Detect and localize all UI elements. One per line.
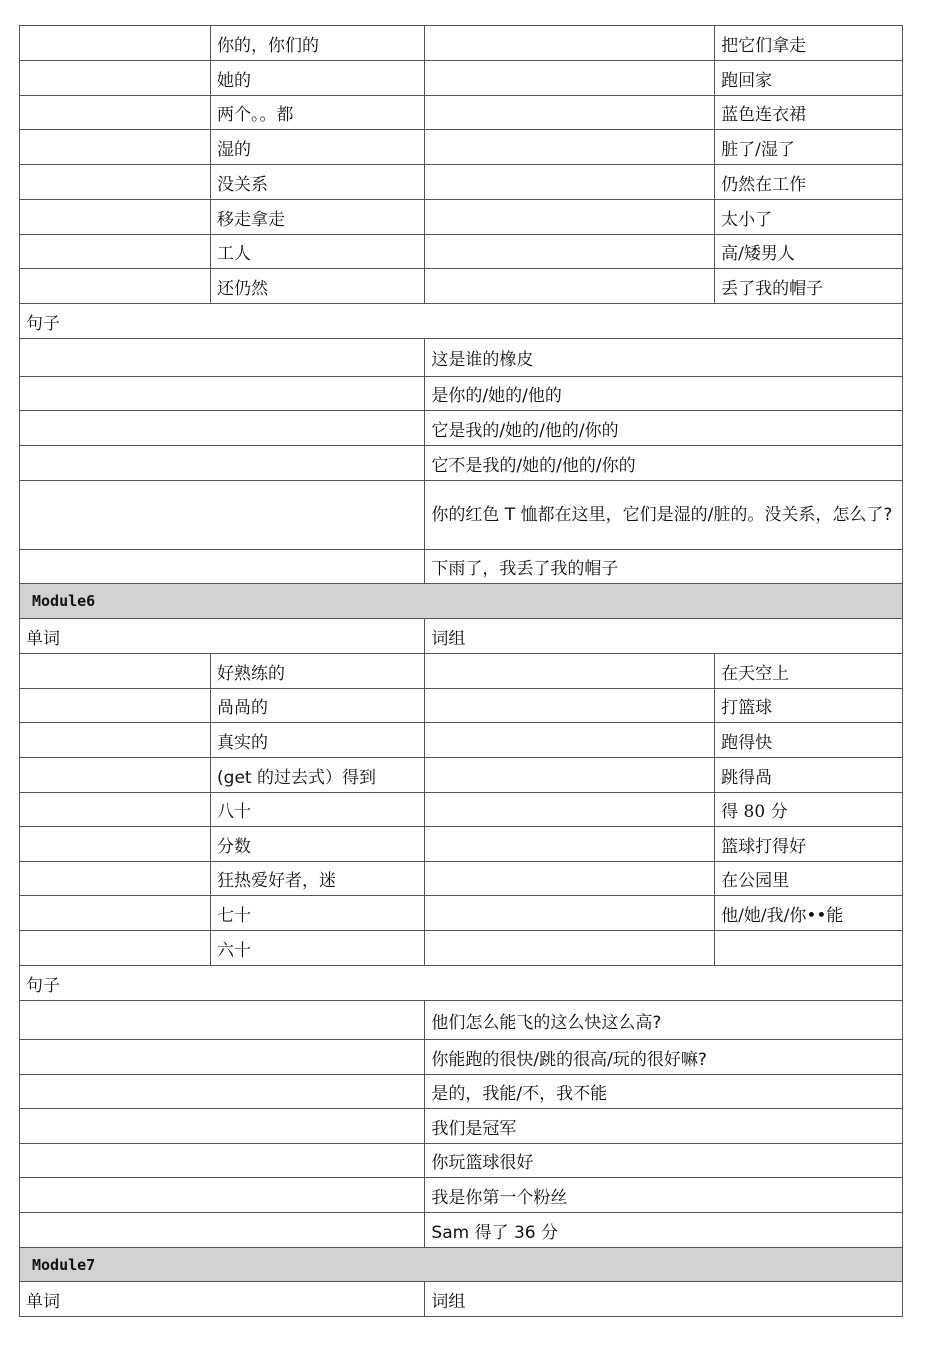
phrase-cell: 蓝色连衣裙: [715, 96, 903, 130]
word-cell: 你的，你们的: [211, 26, 425, 61]
table-row: [20, 269, 903, 304]
table-row: [20, 1144, 903, 1178]
words-header: 单词: [20, 1282, 425, 1317]
phrase-cell: 得 80 分: [715, 793, 903, 827]
table-row: [20, 165, 903, 200]
phrases-header: 词组: [425, 1282, 903, 1317]
word-cell: 还仍然: [211, 269, 425, 304]
sentence-cell: 他们怎么能飞的这么快这么高?: [425, 1001, 903, 1040]
sentences-heading: 句子: [20, 966, 903, 1001]
phrase-cell: 高/矮男人: [715, 235, 903, 269]
word-cell: 工人: [211, 235, 425, 269]
module-header-row: [20, 584, 903, 619]
phrase-cell: 仍然在工作: [715, 165, 903, 200]
sentence-cell: Sam 得了 36 分: [425, 1213, 903, 1248]
sentence-cell: 你的红色 T 恤都在这里，它们是湿的/脏的。没关系，怎么了?: [425, 481, 903, 550]
word-cell: 六十: [211, 931, 425, 966]
sentence-cell: 我是你第一个粉丝: [425, 1178, 903, 1213]
word-cell: 七十: [211, 896, 425, 931]
section-header-row: [20, 966, 903, 1001]
table-row: [20, 862, 903, 896]
table-row: [20, 758, 903, 793]
word-cell: 真实的: [211, 723, 425, 758]
sentence-cell: 它是我的/她的/他的/你的: [425, 411, 903, 446]
phrase-cell: 跑得快: [715, 723, 903, 758]
phrase-cell: 跑回家: [715, 61, 903, 96]
column-header-row: [20, 1282, 903, 1317]
word-cell: 没关系: [211, 165, 425, 200]
word-cell: 她的: [211, 61, 425, 96]
sentence-cell: 你能跑的很快/跳的很高/玩的很好嘛?: [425, 1040, 903, 1075]
table-row: [20, 1213, 903, 1248]
table-row: [20, 235, 903, 269]
word-cell: 咼咼的: [211, 689, 425, 723]
table-row: [20, 1109, 903, 1144]
table-row: [20, 654, 903, 689]
phrase-cell: 太小了: [715, 200, 903, 235]
table-row: [20, 377, 903, 411]
column-header-row: [20, 619, 903, 654]
sentences-heading: 句子: [20, 304, 903, 339]
section-header-row: [20, 304, 903, 339]
table-row: [20, 550, 903, 584]
phrases-header: 词组: [425, 619, 903, 654]
module-title: Module7: [20, 1248, 903, 1282]
phrase-cell: 丢了我的帽子: [715, 269, 903, 304]
word-cell: (get 的过去式）得到: [211, 758, 425, 793]
words-header: 单词: [20, 619, 425, 654]
sentence-cell: 我们是冠军: [425, 1109, 903, 1144]
word-cell: 好熟练的: [211, 654, 425, 689]
word-cell: 狂热爱好者，迷: [211, 862, 425, 896]
table-row: [20, 446, 903, 481]
word-cell: 分数: [211, 827, 425, 862]
table-row: [20, 689, 903, 723]
table-row: [20, 1001, 903, 1040]
module-title: Module6: [20, 584, 903, 619]
table-row: [20, 1178, 903, 1213]
sentence-cell: 你玩篮球很好: [425, 1144, 903, 1178]
table-row: [20, 130, 903, 165]
phrase-cell: 脏了/湿了: [715, 130, 903, 165]
phrase-cell: 把它们拿走: [715, 26, 903, 61]
word-cell: 移走拿走: [211, 200, 425, 235]
table-row: [20, 827, 903, 862]
vocabulary-table: [19, 25, 903, 1317]
sentence-cell: 下雨了，我丢了我的帽子: [425, 550, 903, 584]
phrase-cell: 在公园里: [715, 862, 903, 896]
table-row: [20, 61, 903, 96]
sentence-cell: 是你的/她的/他的: [425, 377, 903, 411]
table-row: [20, 1075, 903, 1109]
table-row: [20, 200, 903, 235]
table-row: [20, 339, 903, 377]
sentence-cell: 它不是我的/她的/他的/你的: [425, 446, 903, 481]
sentence-cell: 这是谁的橡皮: [425, 339, 903, 377]
phrase-cell: 篮球打得好: [715, 827, 903, 862]
phrase-cell: 打篮球: [715, 689, 903, 723]
sentence-cell: 是的，我能/不，我不能: [425, 1075, 903, 1109]
table-row: [20, 481, 903, 550]
phrase-cell: 跳得咼: [715, 758, 903, 793]
phrase-cell: 他/她/我/你••能: [715, 896, 903, 931]
phrase-cell: 在天空上: [715, 654, 903, 689]
table-row: [20, 411, 903, 446]
phrase-cell: [715, 931, 903, 966]
table-row: [20, 896, 903, 931]
table-row: [20, 931, 903, 966]
module-header-row: [20, 1248, 903, 1282]
table-row: [20, 723, 903, 758]
table-row: [20, 793, 903, 827]
word-cell: 两个。。都: [211, 96, 425, 130]
table-row: [20, 26, 903, 61]
table-row: [20, 1040, 903, 1075]
table-row: [20, 96, 903, 130]
word-cell: 湿的: [211, 130, 425, 165]
word-cell: 八十: [211, 793, 425, 827]
